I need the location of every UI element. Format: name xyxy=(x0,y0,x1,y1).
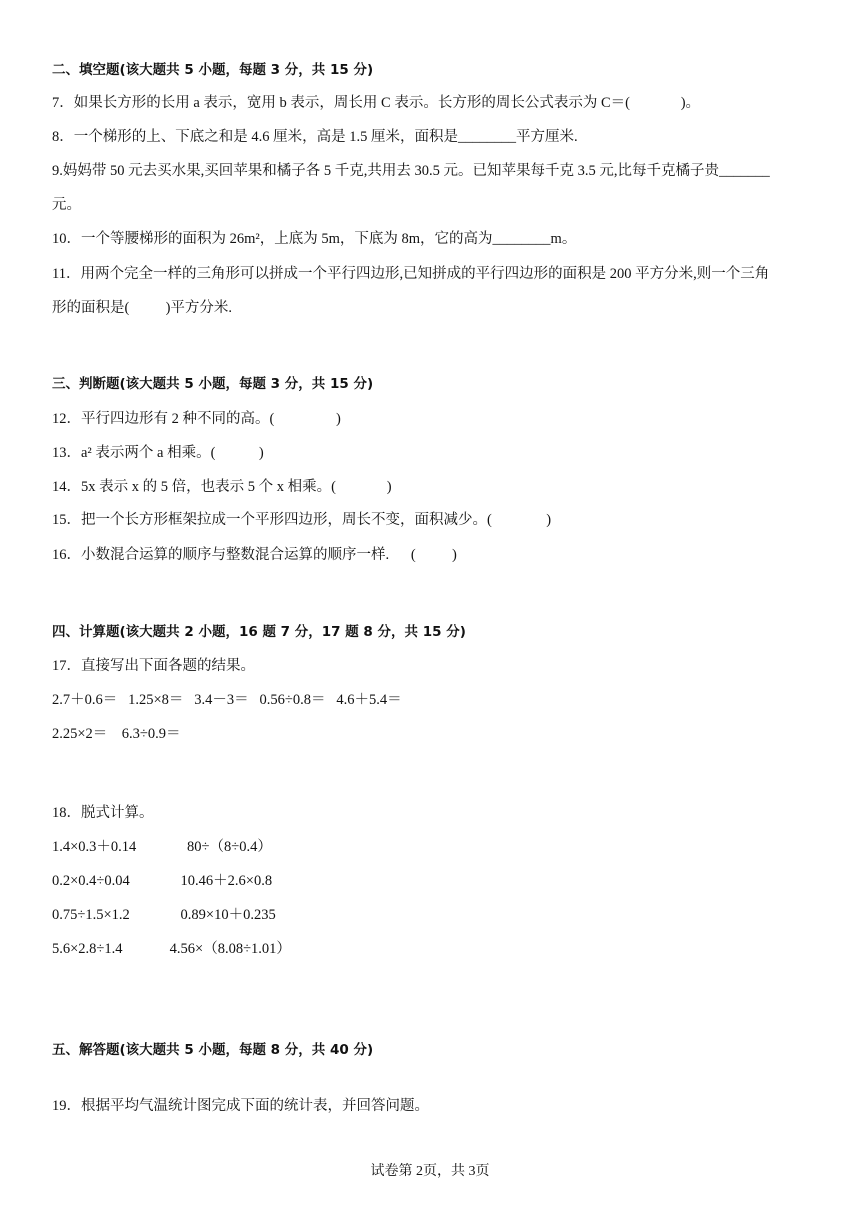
section2-heading: 二、填空题(该大题共 5 小题，每题 3 分，共 15 分) xyxy=(52,62,374,78)
question-7: 7．如果长方形的长用 a 表示，宽用 b 表示，周长用 C 表示。长方形的周长公式表示为 C＝( )。 xyxy=(52,95,701,111)
question-9: 9.妈妈带 50 元去买水果,买回苹果和橘子各 5 千克,共用去 30.5 元。已知苹果每千克 3.5 元,比每千克橘子贵_______ xyxy=(52,163,770,179)
question-9-cont: 元。 xyxy=(52,197,81,213)
question-15: 15．把一个长方形框架拉成一个平形四边形，周长不变，面积减少。( ) xyxy=(52,512,552,528)
q18-row-2: 0.2×0.4÷0.04 10.46＋2.6×0.8 xyxy=(52,873,273,889)
page-footer: 试卷第 2页，共 3页 xyxy=(370,1164,490,1179)
question-12: 12．平行四边形有 2 种不同的高。( ) xyxy=(52,411,341,427)
q18-row-4: 5.6×2.8÷1.4 4.56×（8.08÷1.01） xyxy=(52,941,291,957)
question-11: 11．用两个完全一样的三角形可以拼成一个平行四边形,已知拼成的平行四边形的面积是 200 平方分米,则一个三角 xyxy=(52,266,770,282)
question-14: 14．5x 表示 x 的 5 倍，也表示 5 个 x 相乘。( ) xyxy=(52,479,392,495)
question-17: 17．直接写出下面各题的结果。 xyxy=(52,658,255,674)
section3-heading: 三、判断题(该大题共 5 小题，每题 3 分，共 15 分) xyxy=(52,376,374,392)
question-16: 16．小数混合运算的顺序与整数混合运算的顺序一样. ( ) xyxy=(52,547,457,563)
question-13: 13．a² 表示两个 a 相乘。( ) xyxy=(52,445,264,461)
q17-row-1: 2.7＋0.6＝ 1.25×8＝ 3.4－3＝ 0.56÷0.8＝ 4.6＋5.4＝ xyxy=(52,692,402,708)
question-18: 18．脱式计算。 xyxy=(52,805,154,821)
q18-row-1: 1.4×0.3＋0.14 80÷（8÷0.4） xyxy=(52,839,272,855)
question-8: 8．一个梯形的上、下底之和是 4.6 厘米，高是 1.5 厘米，面积是________平方厘米. xyxy=(52,129,578,145)
question-10: 10．一个等腰梯形的面积为 26m²，上底为 5m，下底为 8m，它的高为________m。 xyxy=(52,231,577,247)
section4-heading: 四、计算题(该大题共 2 小题，16 题 7 分，17 题 8 分，共 15 分) xyxy=(52,624,466,640)
question-19: 19．根据平均气温统计图完成下面的统计表，并回答问题。 xyxy=(52,1098,429,1114)
q18-row-3: 0.75÷1.5×1.2 0.89×10＋0.235 xyxy=(52,907,276,923)
q17-row-2: 2.25×2＝ 6.3÷0.9＝ xyxy=(52,726,181,742)
question-11-cont: 形的面积是( )平方分米. xyxy=(52,300,233,316)
section5-heading: 五、解答题(该大题共 5 小题，每题 8 分，共 40 分) xyxy=(52,1042,374,1058)
